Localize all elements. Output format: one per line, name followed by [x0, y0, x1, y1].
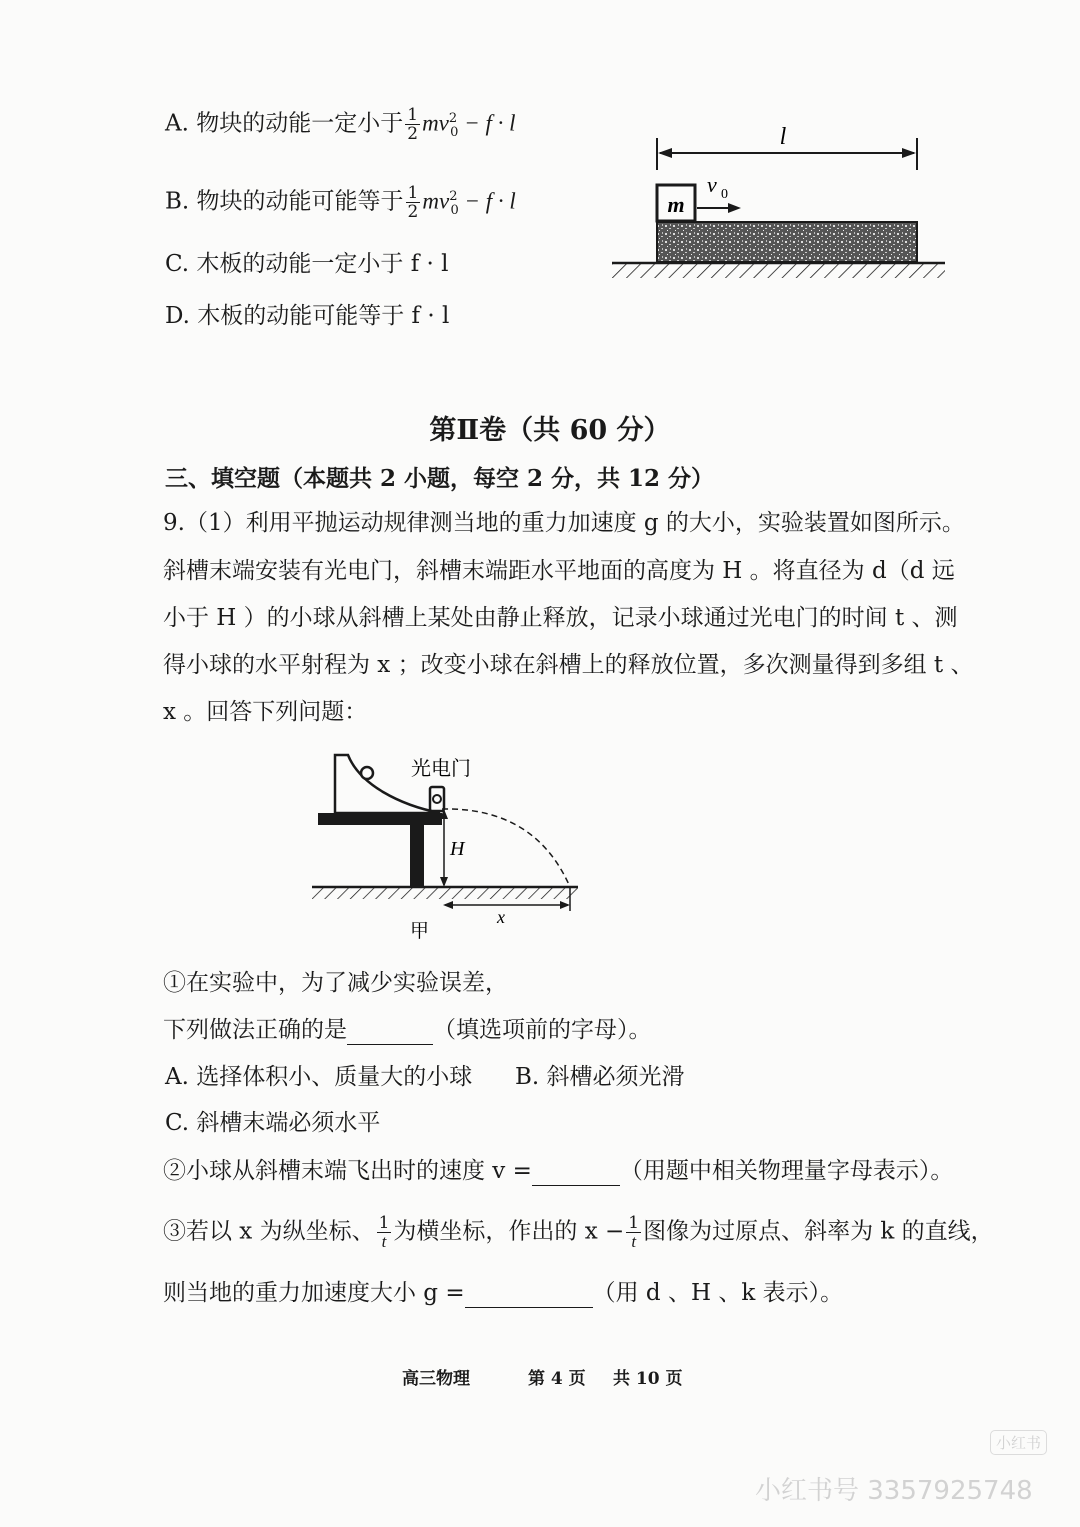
sub1-hint: （填选项前的字母）。	[433, 1017, 652, 1043]
velocity-label: v	[707, 172, 717, 197]
ball	[361, 767, 373, 779]
q9-line-3: 小于 H ）的小球从斜槽上某处由静止释放，记录小球通过光电门的时间 t 、测	[163, 605, 958, 631]
fraction	[406, 184, 421, 221]
velocity-subscript: 0	[721, 187, 728, 202]
subscript: 0	[450, 203, 459, 219]
arrow-right-icon	[560, 901, 570, 909]
watermark-text: 小红书号 3357925748	[755, 1476, 1033, 1506]
subscript: 0	[450, 125, 459, 141]
watermark-logo: 小红书	[990, 1430, 1047, 1455]
sub1-prompt: 下列做法正确的是	[163, 1017, 347, 1043]
sub1-line-2	[163, 1015, 652, 1045]
sub3-prompt: 则当地的重力加速度大小 g =	[163, 1280, 465, 1306]
board	[657, 222, 917, 262]
block-board-figure	[600, 120, 960, 290]
fraction-denominator: 2	[407, 124, 419, 145]
sub3-line-1	[163, 1214, 994, 1251]
sub3-text-3: 图像为过原点、斜率为 k 的直线，	[643, 1218, 994, 1245]
footer-page: 第 4 页	[528, 1369, 586, 1389]
sub3-line-2	[163, 1278, 843, 1308]
fraction-denominator: t	[631, 1232, 637, 1251]
fraction	[405, 106, 420, 143]
fraction-denominator: 2	[407, 202, 419, 223]
part2-title: 第Ⅱ卷（共 60 分）	[429, 415, 671, 446]
option-a	[165, 104, 516, 148]
expr-tail: − f · l	[458, 110, 516, 136]
exponent: 2	[448, 111, 458, 126]
figure-caption: 甲	[410, 920, 430, 942]
table-top	[318, 813, 442, 825]
exponent: 2	[449, 189, 458, 204]
sub1-option-c: C. 斜槽末端必须水平	[165, 1110, 381, 1136]
mass-label: m	[667, 192, 685, 217]
footer-subject: 高三物理	[402, 1369, 470, 1389]
sub1-option-a: A. 选择体积小、质量大的小球	[165, 1064, 473, 1090]
expr-mv: mv	[422, 110, 449, 136]
fraction-numerator: 1	[407, 183, 419, 204]
height-label: H	[450, 838, 465, 860]
q9-line-1: 9.（1）利用平抛运动规律测当地的重力加速度 g 的大小，实验装置如图所示。	[163, 510, 965, 536]
length-label: l	[779, 124, 787, 150]
sub1-line-1: ①在实验中，为了减少实验误差，	[163, 970, 508, 996]
option-a-text: A. 物块的动能一定小于	[165, 110, 404, 137]
option-d: D. 木板的动能可能等于 f · l	[165, 303, 450, 329]
q9-line-5: x 。回答下列问题：	[163, 699, 368, 725]
sub2-prompt: ②小球从斜槽末端飞出时的速度 v =	[163, 1158, 532, 1184]
range-label: x	[497, 907, 505, 927]
arrow-left-icon	[658, 148, 672, 158]
sub1-option-b: B. 斜槽必须光滑	[515, 1064, 685, 1090]
q9-line-2: 斜槽末端安装有光电门，斜槽末端距水平地面的高度为 H 。将直径为 d（d 远	[163, 558, 955, 584]
expr-tail: − f · l	[458, 188, 516, 214]
option-b	[165, 182, 516, 226]
fraction-denominator: t	[381, 1232, 387, 1251]
section3-title: 三、填空题（本题共 2 小题，每空 2 分，共 12 分）	[165, 465, 715, 492]
arrow-right-icon	[728, 203, 741, 213]
sub2-hint: （用题中相关物理量字母表示）。	[619, 1158, 954, 1184]
option-c: C. 木板的动能一定小于 f · l	[165, 251, 449, 277]
fraction-one-over-t	[377, 1214, 392, 1251]
arrow-down-icon	[440, 877, 448, 887]
expr-mv: mv	[422, 188, 450, 214]
sub3-text-1: ③若以 x 为纵坐标、	[163, 1218, 375, 1245]
sub3-hint: （用 d 、H 、k 表示）。	[592, 1280, 844, 1306]
q9-line-4: 得小球的水平射程为 x ；改变小球在斜槽上的释放位置，多次测量得到多组 t 、	[163, 652, 974, 678]
answer-blank-3[interactable]	[465, 1283, 593, 1308]
sub3-text-2: 为横坐标，作出的 x −	[393, 1218, 625, 1245]
sub2-line	[163, 1156, 953, 1186]
ground-hatch	[312, 888, 578, 899]
fraction-numerator: 1	[628, 1213, 640, 1233]
answer-blank-1[interactable]	[347, 1020, 433, 1045]
arrow-left-icon	[443, 901, 453, 909]
arrow-right-icon	[902, 148, 916, 158]
fraction-numerator: 1	[407, 105, 419, 126]
photogate-label: 光电门	[411, 756, 471, 780]
footer-total: 共 10 页	[613, 1369, 683, 1389]
answer-blank-2[interactable]	[532, 1161, 620, 1186]
fraction-numerator: 1	[378, 1213, 390, 1233]
projectile-apparatus-figure	[300, 745, 600, 945]
ground-hatch	[612, 264, 945, 278]
option-b-text: B. 物块的动能可能等于	[165, 188, 404, 215]
fraction-one-over-t	[626, 1214, 641, 1251]
table-leg	[410, 825, 424, 887]
